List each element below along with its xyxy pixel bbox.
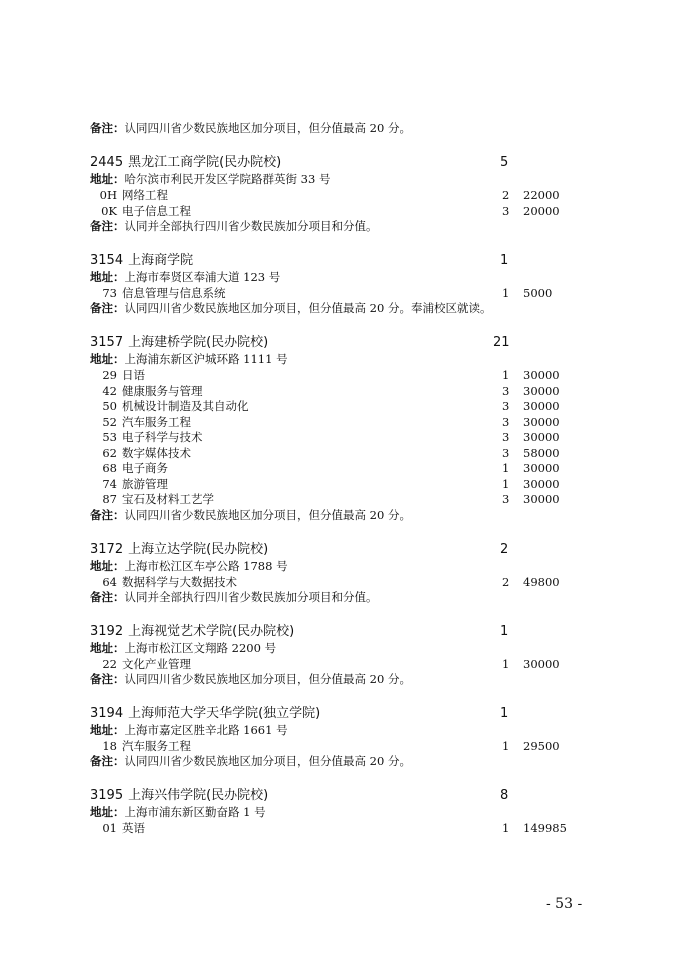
major-code: 18: [102, 739, 117, 753]
address-label: 地址：: [90, 352, 125, 366]
major-fee: 5000: [523, 286, 553, 300]
address-text: 上海市浦东新区勤奋路 1 号: [124, 805, 266, 819]
school-code: 3194: [90, 706, 124, 721]
note-text: 认同并全部执行四川省少数民族加分项目和分值。: [124, 590, 378, 604]
major-row: [93, 820, 573, 836]
school-quota: 2: [500, 542, 509, 557]
major-quota: 3: [502, 492, 510, 506]
school-heading: [90, 251, 530, 271]
school-name: 上海建桥学院(民办院校): [128, 335, 269, 350]
address-label: 地址：: [90, 805, 125, 819]
major-quota: 1: [502, 739, 510, 753]
major-quota: 1: [502, 368, 510, 382]
major-code: 0K: [101, 204, 117, 218]
school-name: 上海视觉艺术学院(民办院校): [128, 624, 295, 639]
major-name: 日语: [122, 368, 145, 382]
major-quota: 3: [502, 414, 510, 429]
major-fee: 149985: [523, 821, 567, 835]
major-quota: 3: [502, 430, 510, 444]
school-code: 3157: [90, 335, 124, 350]
address-label: 地址：: [90, 270, 125, 284]
major-code: 64: [102, 575, 117, 589]
major-name: 旅游管理: [122, 476, 168, 491]
school-address: [90, 171, 610, 187]
major-row: [93, 429, 573, 445]
major-name: 数据科学与大数据技术: [122, 575, 237, 589]
major-fee: 30000: [523, 476, 560, 491]
note-label: 备注：: [90, 754, 125, 768]
major-row: [93, 367, 573, 383]
school-name: 上海立达学院(民办院校): [128, 542, 269, 557]
major-name: 网络工程: [122, 188, 168, 202]
major-row: [93, 414, 573, 430]
major-fee: 30000: [523, 399, 560, 413]
major-quota: 2: [502, 188, 510, 202]
school-address: [90, 351, 610, 367]
address-label: 地址：: [90, 172, 125, 186]
major-name: 信息管理与信息系统: [122, 286, 226, 300]
major-row: [93, 383, 573, 399]
major-row: [93, 460, 573, 476]
major-code: 01: [102, 821, 117, 835]
school-quota: 5: [500, 155, 509, 170]
major-fee: 30000: [523, 414, 560, 429]
major-quota: 3: [502, 204, 510, 218]
school-address: [90, 640, 610, 656]
major-fee: 49800: [523, 575, 560, 589]
major-quota: 2: [502, 575, 510, 589]
school-address: [90, 558, 610, 574]
school-address: [90, 722, 610, 738]
school-address: [90, 804, 610, 820]
school-code: 3154: [90, 253, 124, 268]
major-row: [93, 738, 573, 754]
major-name: 宝石及材料工艺学: [122, 492, 214, 506]
major-fee: 30000: [523, 461, 560, 475]
major-name: 文化产业管理: [122, 657, 191, 671]
major-row: [93, 398, 573, 414]
note-label: 备注：: [90, 590, 125, 604]
note-label: 备注：: [90, 219, 125, 233]
school-heading: [90, 540, 530, 560]
major-code: 42: [102, 383, 117, 398]
major-fee: 30000: [523, 383, 560, 398]
major-row: [93, 203, 573, 219]
note-label: 备注：: [90, 121, 125, 135]
school-note: [90, 753, 610, 769]
major-code: 74: [102, 476, 117, 491]
note-label: 备注：: [90, 301, 125, 315]
note-text: 认同四川省少数民族地区加分项目，但分值最高 20 分。: [124, 121, 411, 135]
major-quota: 3: [502, 399, 510, 413]
major-row: [93, 285, 573, 301]
school-quota: 8: [500, 788, 509, 803]
major-name: 电子商务: [122, 461, 168, 475]
major-fee: 30000: [523, 492, 560, 506]
major-fee: 29500: [523, 739, 560, 753]
page-number: - 53 -: [546, 896, 583, 912]
school-name: 黑龙江工商学院(民办院校): [128, 155, 282, 170]
address-text: 上海市嘉定区胜辛北路 1661 号: [124, 723, 288, 737]
major-code: 50: [102, 399, 117, 413]
school-code: 3195: [90, 788, 124, 803]
major-code: 22: [102, 657, 117, 671]
school-heading: [90, 153, 530, 173]
school-address: [90, 269, 610, 285]
note-label: 备注：: [90, 508, 125, 522]
major-row: [93, 445, 573, 461]
major-quota: 1: [502, 657, 510, 671]
school-heading: [90, 622, 530, 642]
major-row: [93, 476, 573, 492]
note-text: 认同四川省少数民族地区加分项目，但分值最高 20 分。: [124, 672, 411, 686]
school-quota: 1: [500, 624, 509, 639]
major-code: 52: [102, 414, 117, 429]
major-code: 87: [102, 492, 117, 506]
major-code: 53: [102, 430, 117, 444]
major-fee: 58000: [523, 445, 560, 460]
major-code: 29: [102, 368, 117, 382]
major-quota: 1: [502, 461, 510, 475]
major-code: 68: [102, 461, 117, 475]
major-row: [93, 656, 573, 672]
top-note: [90, 120, 610, 136]
school-heading: [90, 704, 530, 724]
major-fee: 22000: [523, 188, 560, 202]
address-label: 地址：: [90, 641, 125, 655]
major-quota: 3: [502, 383, 510, 398]
major-name: 机械设计制造及其自动化: [122, 399, 249, 413]
school-code: 3172: [90, 542, 124, 557]
major-row: [93, 187, 573, 203]
note-text: 认同四川省少数民族地区加分项目，但分值最高 20 分。: [124, 508, 411, 522]
school-code: 3192: [90, 624, 124, 639]
school-quota: 1: [500, 706, 509, 721]
address-text: 上海浦东新区沪城环路 1111 号: [124, 352, 288, 366]
major-name: 电子信息工程: [122, 204, 191, 218]
major-fee: 30000: [523, 430, 560, 444]
address-text: 上海市奉贤区奉浦大道 123 号: [124, 270, 281, 284]
school-note: [90, 589, 610, 605]
major-row: [93, 491, 573, 507]
school-name: 上海商学院: [128, 253, 194, 268]
school-quota: 21: [493, 335, 510, 350]
major-fee: 30000: [523, 657, 560, 671]
major-quota: 1: [502, 821, 510, 835]
address-text: 哈尔滨市利民开发区学院路群英街 33 号: [124, 172, 331, 186]
major-quota: 1: [502, 476, 510, 491]
school-quota: 1: [500, 253, 509, 268]
major-code: 0H: [99, 188, 117, 202]
major-code: 73: [102, 286, 117, 300]
address-text: 上海市松江区车亭公路 1788 号: [124, 559, 288, 573]
major-name: 汽车服务工程: [122, 414, 191, 429]
major-fee: 30000: [523, 368, 560, 382]
major-row: [93, 574, 573, 590]
note-text: 认同并全部执行四川省少数民族加分项目和分值。: [124, 219, 378, 233]
school-note: [90, 218, 610, 234]
school-note: [90, 671, 610, 687]
note-label: 备注：: [90, 672, 125, 686]
address-label: 地址：: [90, 723, 125, 737]
major-name: 健康服务与管理: [122, 383, 203, 398]
note-text: 认同四川省少数民族地区加分项目，但分值最高 20 分。: [124, 754, 411, 768]
address-label: 地址：: [90, 559, 125, 573]
school-heading: [90, 786, 530, 806]
major-name: 数字媒体技术: [122, 445, 191, 460]
major-name: 英语: [122, 821, 145, 835]
school-name: 上海师范大学天华学院(独立学院): [128, 706, 321, 721]
major-quota: 1: [502, 286, 510, 300]
major-quota: 3: [502, 445, 510, 460]
address-text: 上海市松江区文翔路 2200 号: [124, 641, 277, 655]
school-note: [90, 507, 610, 523]
school-name: 上海兴伟学院(民办院校): [128, 788, 269, 803]
major-code: 62: [102, 445, 117, 460]
school-heading: [90, 333, 530, 353]
major-name: 电子科学与技术: [122, 430, 203, 444]
school-note: [90, 300, 610, 316]
note-text: 认同四川省少数民族地区加分项目，但分值最高 20 分。奉浦校区就读。: [124, 301, 492, 315]
school-code: 2445: [90, 155, 124, 170]
major-fee: 20000: [523, 204, 560, 218]
major-name: 汽车服务工程: [122, 739, 191, 753]
